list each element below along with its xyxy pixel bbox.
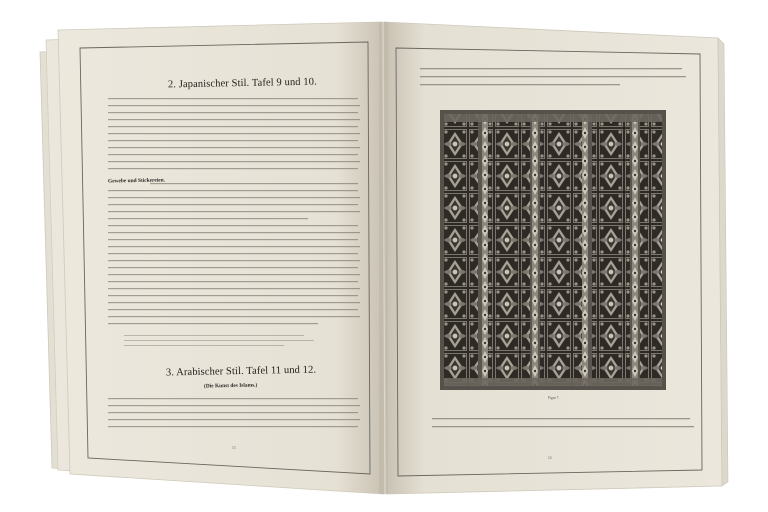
ornament-plate xyxy=(440,110,666,390)
textiles-subheading: Gewebe und Stickereien. xyxy=(107,177,166,185)
right-page-number: 14 xyxy=(548,456,552,460)
gutter-shadow xyxy=(379,22,388,494)
islamic-art-subheading: (Die Kunst des Islams.) xyxy=(203,382,258,390)
left-section-2-text xyxy=(108,183,360,324)
arabic-style-heading: 3. Arabischer Stil. Tafel 11 und 12. xyxy=(165,364,317,379)
japanese-style-heading: 2. Japanischer Stil. Tafel 9 und 10. xyxy=(167,76,317,91)
left-page xyxy=(58,22,384,494)
left-page-number: 13 xyxy=(232,446,236,450)
figure-caption: Figur 7. xyxy=(548,396,560,400)
